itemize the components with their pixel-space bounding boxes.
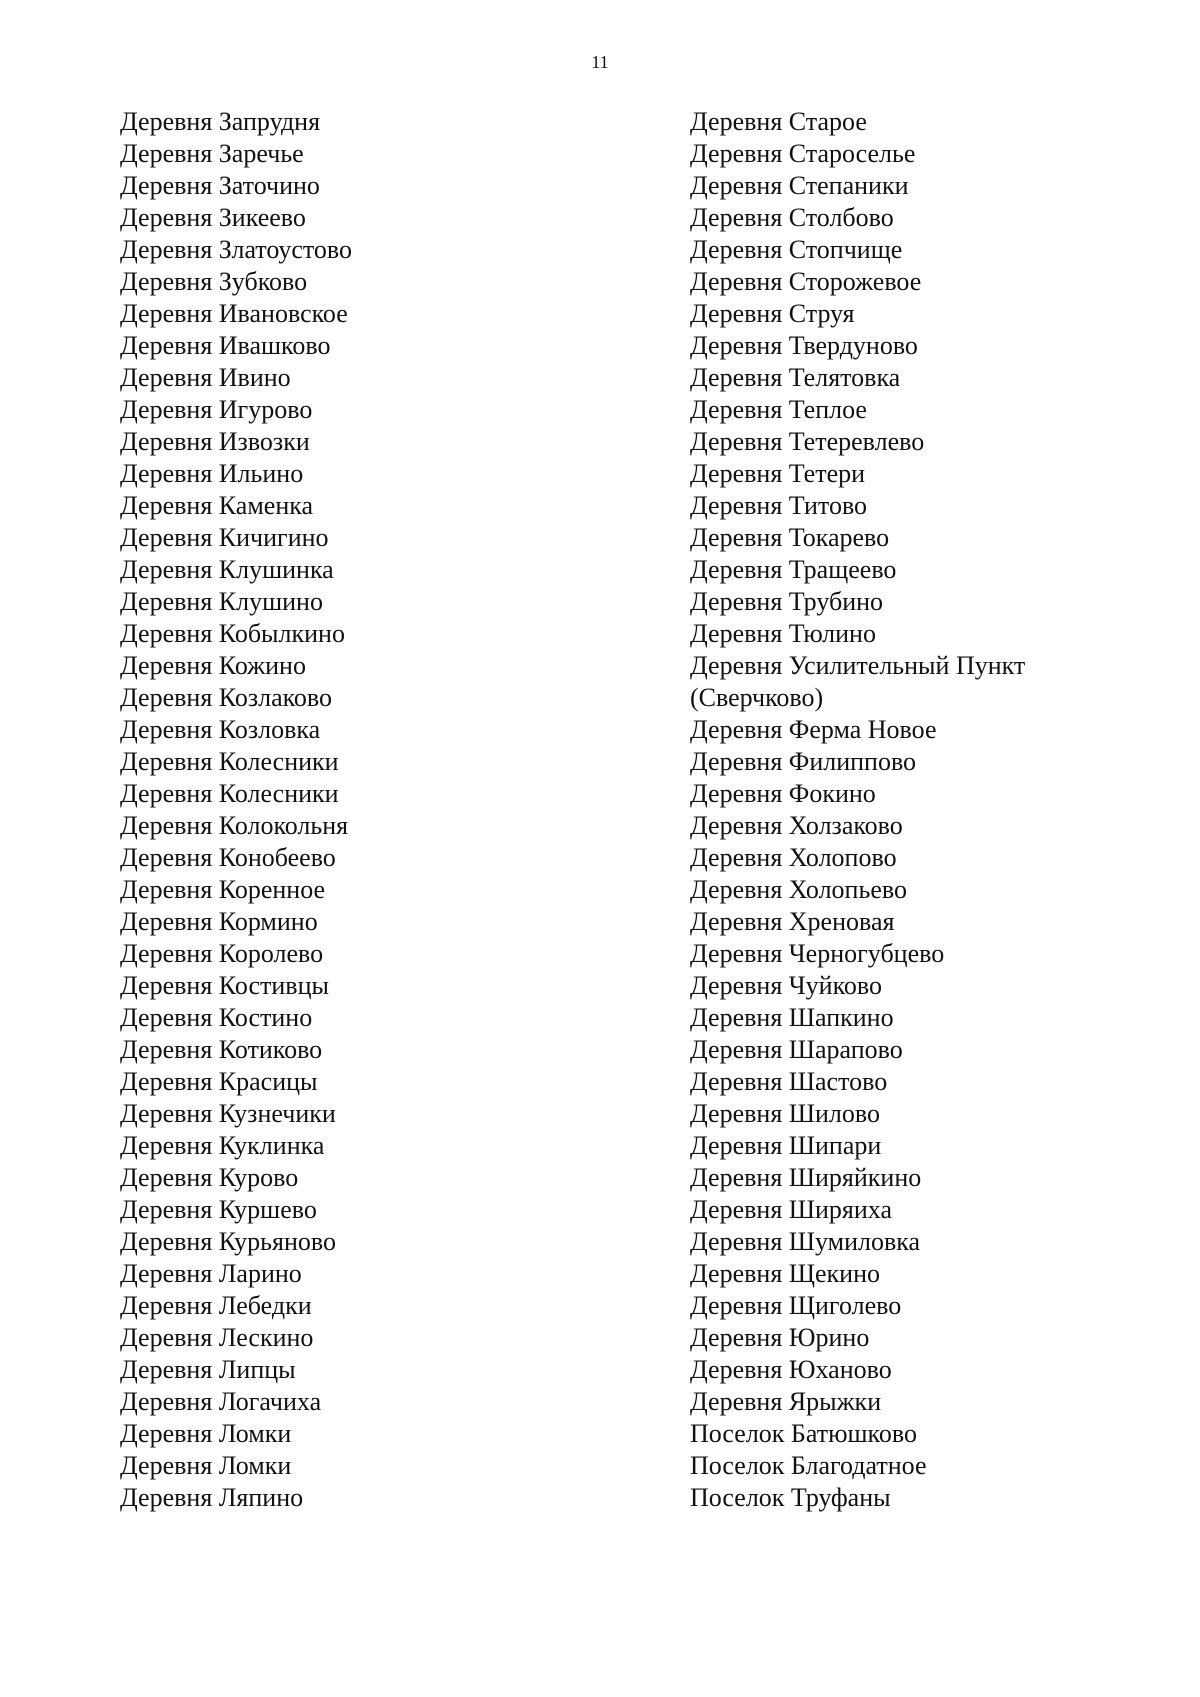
settlement-item: Деревня Стопчище (690, 235, 903, 264)
settlement-item: Деревня Игурово (120, 395, 313, 424)
settlement-item: Деревня Шипари (690, 1131, 882, 1160)
settlement-item: Деревня Тращеево (690, 555, 897, 584)
settlement-item: Деревня Юрино (690, 1323, 870, 1352)
settlement-item: Деревня Кузнечики (120, 1099, 336, 1128)
settlement-item: Деревня Зикеево (120, 203, 306, 232)
settlement-item: Деревня Тетеревлево (690, 427, 925, 456)
settlement-item: Деревня Хреновая (690, 907, 895, 936)
settlement-item: Деревня Степаники (690, 171, 909, 200)
settlement-item: Деревня Ларино (120, 1259, 302, 1288)
settlement-item: Деревня Кожино (120, 651, 306, 680)
settlement-item: Деревня Зубково (120, 267, 308, 296)
settlement-item: Деревня Холзаково (690, 811, 903, 840)
settlement-item: Деревня Теплое (690, 395, 867, 424)
settlement-item: Деревня Шапкино (690, 1003, 894, 1032)
settlement-item: Деревня Сторожевое (690, 267, 922, 296)
settlement-item: Деревня Красицы (120, 1067, 318, 1096)
settlement-item: Деревня Ивашково (120, 331, 331, 360)
settlement-item: Деревня Златоустово (120, 235, 352, 264)
settlement-item: Деревня Клушино (120, 587, 323, 616)
settlement-item: Деревня Кормино (120, 907, 318, 936)
settlement-item: Деревня Чуйково (690, 971, 883, 1000)
settlement-item: Деревня Тетери (690, 459, 866, 488)
settlement-item: Деревня Столбово (690, 203, 894, 232)
settlement-item: Деревня Твердуново (690, 331, 918, 360)
settlement-item: Деревня Щекино (690, 1259, 881, 1288)
settlement-item: Деревня Запрудня (120, 107, 321, 136)
right-settlement-list (690, 106, 1190, 1514)
settlement-item: Поселок Труфаны (690, 1483, 891, 1512)
settlement-item: Деревня Коренное (120, 875, 326, 904)
settlement-item: Деревня Ляпино (120, 1483, 304, 1512)
settlement-item: Деревня Ивино (120, 363, 291, 392)
settlement-item: Деревня Липцы (120, 1355, 296, 1384)
settlement-item: Деревня Курьяново (120, 1227, 336, 1256)
settlement-item: Деревня Ярыжки (690, 1387, 882, 1416)
settlement-item: Деревня Ивановское (120, 299, 348, 328)
settlement-item: Деревня Костивцы (120, 971, 329, 1000)
settlement-item: Деревня Костино (120, 1003, 313, 1032)
settlement-item: Деревня Ширяйкино (690, 1163, 922, 1192)
settlement-item: Деревня Филиппово (690, 747, 917, 776)
settlement-item: Деревня Титово (690, 491, 868, 520)
settlement-item: Деревня Шумиловка (690, 1227, 921, 1256)
settlement-item: Деревня Юханово (690, 1355, 892, 1384)
settlement-item: Деревня Шарапово (690, 1035, 903, 1064)
left-settlement-list (120, 106, 640, 1514)
settlement-item: Деревня Каменка (120, 491, 314, 520)
settlement-item: Деревня Конобеево (120, 843, 336, 872)
settlement-item: Деревня Куклинка (120, 1131, 325, 1160)
settlement-item: Деревня Тюлино (690, 619, 876, 648)
settlement-item: Деревня Колесники (120, 747, 339, 776)
settlement-item: Деревня Клушинка (120, 555, 334, 584)
settlement-item: Деревня Старое (690, 107, 867, 136)
settlement-item: Деревня Куршево (120, 1195, 317, 1224)
settlement-item: Деревня Токарево (690, 523, 890, 552)
settlement-item: Деревня Староселье (690, 139, 916, 168)
settlement-item: Деревня Ферма Новое (690, 715, 937, 744)
settlement-item: Деревня Королево (120, 939, 324, 968)
settlement-item: Деревня Струя (690, 299, 855, 328)
settlement-item: Деревня Логачиха (120, 1387, 322, 1416)
settlement-item: Деревня Усилительный Пункт (Сверчково) (690, 651, 1026, 712)
settlement-item: Деревня Черногубцево (690, 939, 945, 968)
settlement-item: Деревня Лескино (120, 1323, 314, 1352)
settlement-item: Деревня Ильино (120, 459, 304, 488)
settlement-item: Деревня Щиголево (690, 1291, 902, 1320)
settlement-item: Деревня Фокино (690, 779, 876, 808)
settlement-item: Деревня Извозки (120, 427, 310, 456)
settlement-item: Деревня Ширяиха (690, 1195, 892, 1224)
settlement-item: Деревня Холопьево (690, 875, 907, 904)
settlement-item: Поселок Батюшково (690, 1419, 917, 1448)
settlement-item: Деревня Трубино (690, 587, 884, 616)
settlement-item: Деревня Заречье (120, 139, 304, 168)
settlement-item: Деревня Шилово (690, 1099, 880, 1128)
settlement-item: Деревня Ломки (120, 1419, 292, 1448)
settlement-item: Деревня Курово (120, 1163, 299, 1192)
settlement-item: Деревня Колокольня (120, 811, 349, 840)
settlement-item: Деревня Котиково (120, 1035, 323, 1064)
settlement-item: Поселок Благодатное (690, 1451, 927, 1480)
settlement-item: Деревня Козловка (120, 715, 321, 744)
settlement-item: Деревня Ломки (120, 1451, 292, 1480)
settlement-item: Деревня Лебедки (120, 1291, 312, 1320)
settlement-item: Деревня Телятовка (690, 363, 901, 392)
settlement-item: Деревня Кичигино (120, 523, 329, 552)
settlement-item: Деревня Козлаково (120, 683, 333, 712)
settlement-item: Деревня Кобылкино (120, 619, 345, 648)
settlement-item: Деревня Холопово (690, 843, 897, 872)
page-number: 11 (591, 52, 609, 72)
settlement-item: Деревня Колесники (120, 779, 339, 808)
settlement-item: Деревня Шастово (690, 1067, 888, 1096)
settlement-item: Деревня Заточино (120, 171, 320, 200)
